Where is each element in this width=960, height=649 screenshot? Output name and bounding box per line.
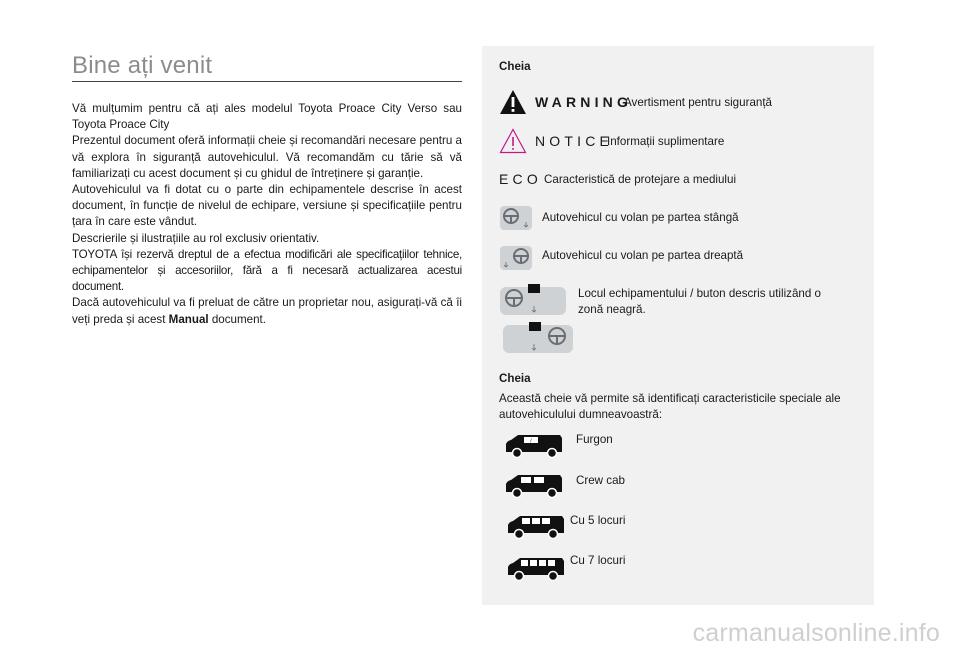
seven-seats-label: Cu 7 locuri	[570, 554, 626, 567]
key-description: Această cheie vă permite să identificați caracteristicile speciale ale autovehiculului dumneavoastră:	[499, 392, 841, 421]
zone-text: Locul echipamentului / buton descris utilizând o zonă neagră.	[578, 287, 821, 316]
eco-word: ECO	[499, 171, 542, 187]
watermark: carmanualsonline.info	[692, 619, 940, 647]
left-hand-drive-icon	[500, 204, 532, 232]
notice-word: NOTICE	[535, 133, 614, 149]
intro-paragraph-5: TOYOTA își rezervă dreptul de a efectua modificări ale specificațiilor tehnice, echipamentelor și accesoriilor, fără a fi necesară actualizarea acestui document.	[72, 247, 462, 294]
van-crew-cab-icon	[502, 472, 566, 500]
p6-end: document.	[208, 312, 266, 326]
van-furgon-icon	[502, 432, 566, 460]
intro-text	[72, 101, 462, 328]
intro-paragraph-4: Descrierile și ilustrațiile au rol exclusiv orientativ.	[72, 231, 320, 245]
right-hand-drive-icon	[500, 244, 532, 272]
dashboard-zone-rhd-icon	[503, 322, 575, 356]
notice-text: Informații suplimentare	[607, 135, 725, 148]
warning-text: Avertisment pentru siguranță	[624, 96, 773, 109]
title-divider	[72, 81, 462, 82]
rhd-text: Autovehicul cu volan pe partea dreaptă	[542, 249, 744, 262]
crew-cab-label: Crew cab	[576, 474, 625, 487]
intro-paragraph-6	[72, 295, 462, 327]
dashboard-zone-lhd-icon	[500, 284, 568, 318]
warning-triangle-icon	[499, 89, 527, 115]
intro-paragraph-1: Vă mulțumim pentru că ați ales modelul Toyota Proace City Verso sau Toyota Proace City	[72, 102, 462, 132]
page-title: Bine ați venit	[72, 52, 213, 79]
key-heading-1: Cheia	[499, 60, 531, 73]
van-5-seats-icon	[506, 513, 566, 541]
furgon-label: Furgon	[576, 433, 613, 446]
svg-text:/: /	[530, 438, 532, 445]
five-seats-label: Cu 5 locuri	[570, 514, 626, 527]
p6-start: Dacă autovehiculul va fi preluat de către un proprietar nou, asigurați-vă că îi veți preda și acest	[72, 296, 462, 326]
key-heading-2: Cheia	[499, 372, 531, 385]
intro-paragraph-2: Prezentul document oferă informații cheie și recomandări necesare pentru a vă explora în siguranță autovehiculul. Vă recomandăm cu tărie să vă familiarizați cu acest document și cu ghidul de întreținere și garanție.	[72, 134, 462, 180]
manual-word: Manual	[168, 312, 209, 326]
eco-text: Caracteristică de protejare a mediului	[544, 173, 737, 186]
van-7-seats-icon	[506, 555, 566, 583]
lhd-text: Autovehicul cu volan pe partea stângă	[542, 211, 739, 224]
warning-word: WARNING	[535, 94, 633, 110]
intro-paragraph-3: Autovehiculul va fi dotat cu o parte din echipamentele descrise în acest document, în funcție de nivelul de echipare, versiune și specificațiile pentru țara în care este vândut.	[72, 183, 462, 229]
notice-triangle-icon	[499, 128, 527, 154]
